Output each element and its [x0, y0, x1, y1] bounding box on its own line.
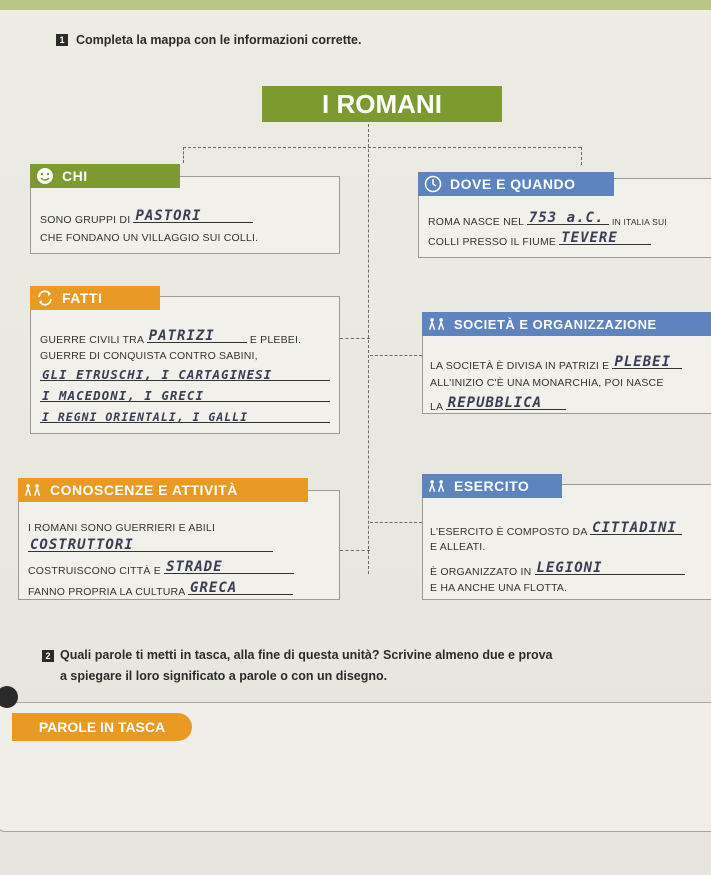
- fatti-line-2: GUERRE DI CONQUISTA CONTRO SABINI,: [40, 350, 258, 362]
- fatti-answer-4: I MACEDONI, I GRECI: [42, 388, 204, 403]
- societa-line-3: [430, 397, 566, 413]
- esercito-cittadini-answer: CITTADINI: [592, 520, 677, 536]
- esercito-line-3: [430, 562, 685, 578]
- conoscenze-costruttori-blank[interactable]: [28, 539, 273, 552]
- parole-in-tasca-header: PAROLE IN TASCA: [12, 713, 192, 741]
- connector-top: [183, 147, 581, 148]
- conoscenze-header: [18, 478, 308, 502]
- dove-year-blank[interactable]: [527, 212, 609, 225]
- exercise-2-line-2: a spiegare il loro significato a parole o con un disegno.: [60, 669, 388, 683]
- fatti-blank-4[interactable]: [40, 389, 330, 402]
- conoscenze-line-4-text: FANNO PROPRIA LA CULTURA: [28, 586, 185, 598]
- conoscenze-line-2: [28, 539, 273, 555]
- dove-line-2-text: COLLI PRESSO IL FIUME: [428, 236, 557, 248]
- dove-line-1: [428, 212, 667, 228]
- conoscenze-greca-answer: GRECA: [190, 580, 238, 596]
- dove-line-2: [428, 232, 651, 248]
- fatti-line-1: [40, 330, 301, 346]
- esercito-line-2: E ALLEATI.: [430, 541, 486, 553]
- esercito-line-1-text: L'ESERCITO È COMPOSTO DA: [430, 526, 587, 538]
- clock-icon: [424, 175, 442, 193]
- connector-right-drop: [581, 147, 582, 165]
- conoscenze-strade-answer: STRADE: [166, 559, 223, 575]
- esercito-header-label: ESERCITO: [454, 478, 530, 494]
- fatti-line-1-text: GUERRE CIVILI TRA: [40, 334, 144, 346]
- connector-spine: [368, 124, 369, 574]
- dove-header-label: DOVE E QUANDO: [450, 176, 576, 192]
- conoscenze-line-3: [28, 561, 294, 577]
- societa-repubblica-answer: REPUBBLICA: [447, 395, 543, 411]
- conoscenze-line-3-text: COSTRUISCONO CITTÀ E: [28, 565, 161, 577]
- dove-river-blank[interactable]: [559, 232, 651, 245]
- fatti-line-4: [40, 389, 330, 405]
- smiley-icon: [36, 167, 54, 185]
- fatti-line-5: [40, 410, 330, 426]
- esercito-cittadini-blank[interactable]: [590, 522, 682, 535]
- societa-repubblica-blank[interactable]: [446, 397, 566, 410]
- fatti-header: [30, 286, 160, 310]
- fatti-header-label: FATTI: [62, 290, 103, 306]
- people-icon: [428, 315, 446, 333]
- chi-header-label: CHI: [62, 168, 88, 184]
- conoscenze-costruttori-answer: COSTRUTTORI: [30, 537, 134, 553]
- conoscenze-line-4: [28, 582, 293, 598]
- esercito-line-4: E HA ANCHE UNA FLOTTA.: [430, 582, 568, 594]
- chi-line-1: [40, 210, 253, 226]
- conoscenze-greca-blank[interactable]: [188, 582, 293, 595]
- fatti-blank-3[interactable]: [40, 368, 330, 381]
- societa-header: [422, 312, 711, 336]
- societa-line-3-text: LA: [430, 401, 443, 413]
- connector-left-drop: [183, 147, 184, 163]
- esercito-line-1: [430, 522, 682, 538]
- chi-header: [30, 164, 180, 188]
- exercise-1-instruction: Completa la mappa con le informazioni corrette.: [76, 33, 362, 47]
- societa-header-label: SOCIETÀ E ORGANIZZAZIONE: [454, 316, 657, 332]
- map-title: I ROMANI: [262, 86, 502, 122]
- dove-header: [418, 172, 614, 196]
- esercito-header: [422, 474, 562, 498]
- chi-answer-blank[interactable]: [133, 210, 253, 223]
- societa-line-1-text: LA SOCIETÀ È DIVISA IN PATRIZI E: [430, 360, 610, 372]
- dove-line-1-text: ROMA NASCE NEL: [428, 216, 524, 228]
- dove-year-answer: 753 a.C.: [528, 210, 605, 226]
- connector-societa: [370, 355, 422, 356]
- chi-line-2: CHE FONDANO UN VILLAGGIO SUI COLLI.: [40, 232, 259, 244]
- exercise-2-line-1: Quali parole ti metti in tasca, alla fine di questa unità? Scrivine almeno due e prova: [60, 648, 553, 662]
- fatti-blank-5[interactable]: [40, 410, 330, 423]
- exercise-2-number: 2: [42, 650, 54, 662]
- dove-line-1-post: IN ITALIA SUI: [612, 217, 667, 227]
- chi-answer: PASTORI: [135, 208, 202, 224]
- societa-line-2: ALL'INIZIO C'È UNA MONARCHIA, POI NASCE: [430, 377, 664, 389]
- societa-plebei-answer: PLEBEI: [614, 354, 672, 370]
- conoscenze-line-1: I ROMANI SONO GUERRIERI E ABILI: [28, 522, 216, 534]
- people-icon: [428, 477, 446, 495]
- connector-fatti: [340, 338, 370, 339]
- fatti-patrizi-answer: PATRIZI: [148, 328, 215, 344]
- dove-river-answer: TEVERE: [561, 230, 618, 246]
- people-icon: [24, 481, 42, 499]
- fatti-patrizi-blank[interactable]: [147, 330, 247, 343]
- chi-line-1-text: SONO GRUPPI DI: [40, 214, 131, 226]
- connector-conoscenze: [340, 550, 370, 551]
- fatti-answer-3: GLI ETRUSCHI, I CARTAGINESI: [42, 367, 273, 382]
- cycle-arrows-icon: [36, 289, 54, 307]
- societa-plebei-blank[interactable]: [612, 356, 682, 369]
- fatti-line-3: [40, 368, 330, 384]
- connector-esercito: [370, 522, 422, 523]
- esercito-legioni-answer: LEGIONI: [536, 560, 603, 576]
- fatti-answer-5: I REGNI ORIENTALI, I GALLI: [42, 410, 249, 424]
- esercito-line-3-text: È ORGANIZZATO IN: [430, 566, 532, 578]
- conoscenze-strade-blank[interactable]: [164, 561, 294, 574]
- conoscenze-header-label: CONOSCENZE E ATTIVITÀ: [50, 482, 238, 498]
- exercise-1-number: 1: [56, 34, 68, 46]
- fatti-line-1-post: E PLEBEI.: [249, 334, 302, 346]
- societa-line-1: [430, 356, 682, 372]
- page-top-strip: [0, 0, 711, 10]
- esercito-legioni-blank[interactable]: [535, 562, 685, 575]
